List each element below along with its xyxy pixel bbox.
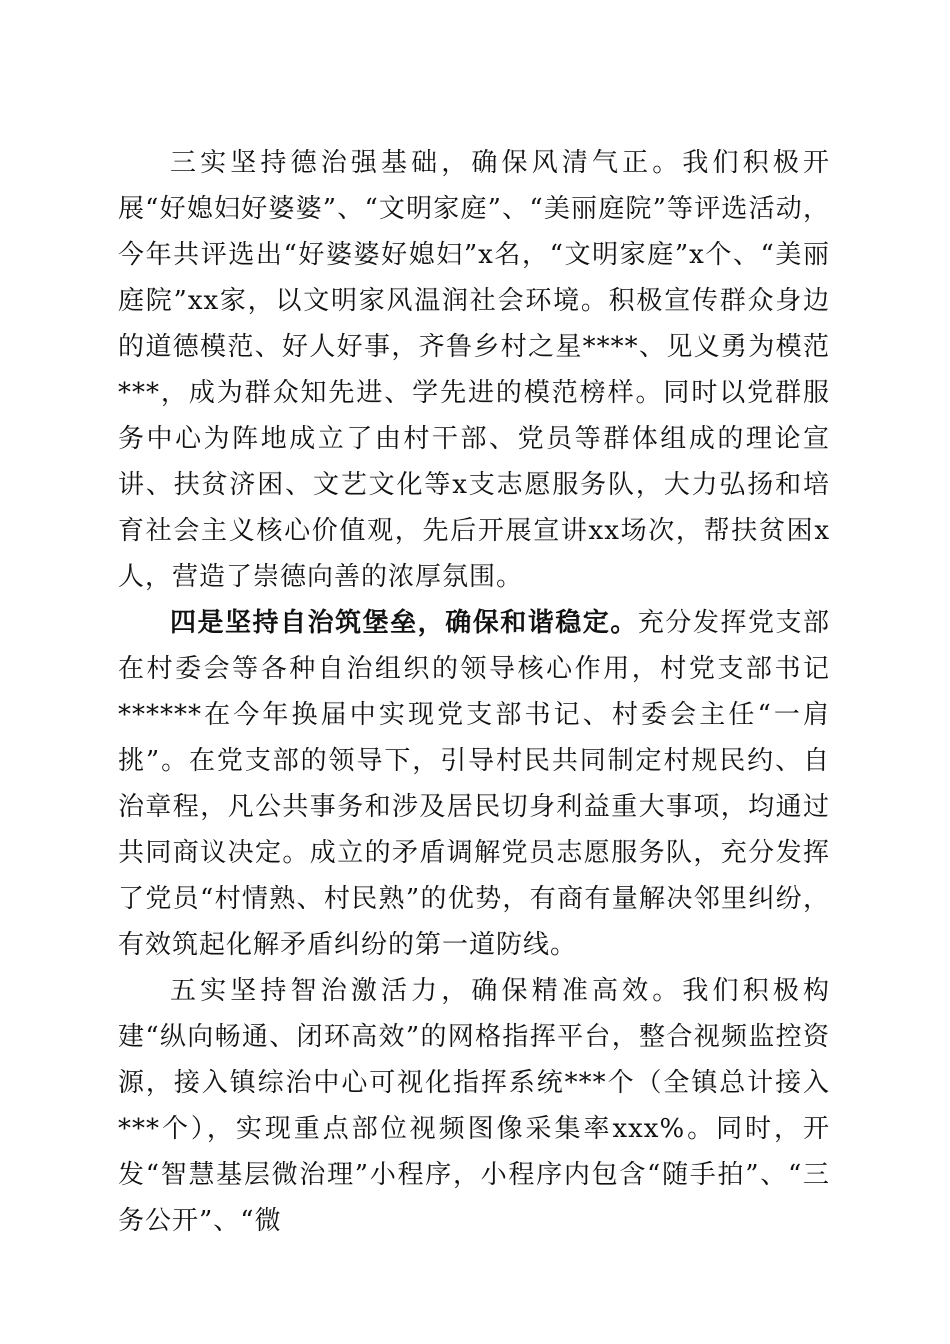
paragraph-autonomy [118,600,830,968]
paragraph-smart-governance [118,968,830,1244]
document-body [118,140,830,1244]
paragraph-text: 我们积极开展“好媳妇好婆婆”、“文明家庭”、“美丽庭院”等评选活动，今年共评选出“好婆婆好媳妇”x名，“文明家庭”x个、“美丽庭院”xx家，以文明家风温润社会环境。积极宣传群众身边的道德模范、好人好事，齐鲁乡村之星****、见义勇为模范***，成为群众知先进、学先进的模范榜样。同时以党群服务中心为阵地成立了由村干部、党员等群体组成的理论宣讲、扶贫济困、文艺文化等x支志愿服务队，大力弘扬和培育社会主义核心价值观，先后开展宣讲xx场次，帮扶贫困x人，营造了崇德向善的浓厚氛围。 [118,148,830,592]
paragraph-morality [118,140,830,600]
paragraph-text: 充分发挥党支部在村委会等各种自治组织的领导核心作用，村党支部书记******在今年换届中实现党支部书记、村委会主任“一肩挑”。在党支部的领导下，引导村民共同制定村规民约、自治章程，凡公共事务和涉及居民切身利益重大事项，均通过共同商议决定。成立的矛盾调解党员志愿服务队，充分发挥了党员“村情熟、村民熟”的优势，有商有量解决邻里纠纷，有效筑起化解矛盾纠纷的第一道防线。 [118,608,830,960]
paragraph-lead: 三实坚持德治强基础，确保风清气正。 [170,148,683,178]
paragraph-text: 我们积极构建“纵向畅通、闭环高效”的网格指挥平台，整合视频监控资源，接入镇综治中心可视化指挥系统***个（全镇总计接入***个），实现重点部位视频图像采集率xxx%。同时，开发“智慧基层微治理”小程序，小程序内包含“随手拍”、“三务公开”、“微 [118,976,830,1236]
paragraph-lead: 四是坚持自治筑堡垒，确保和谐稳定。 [170,608,638,638]
paragraph-lead: 五实坚持智治激活力，确保精准高效。 [170,976,683,1006]
